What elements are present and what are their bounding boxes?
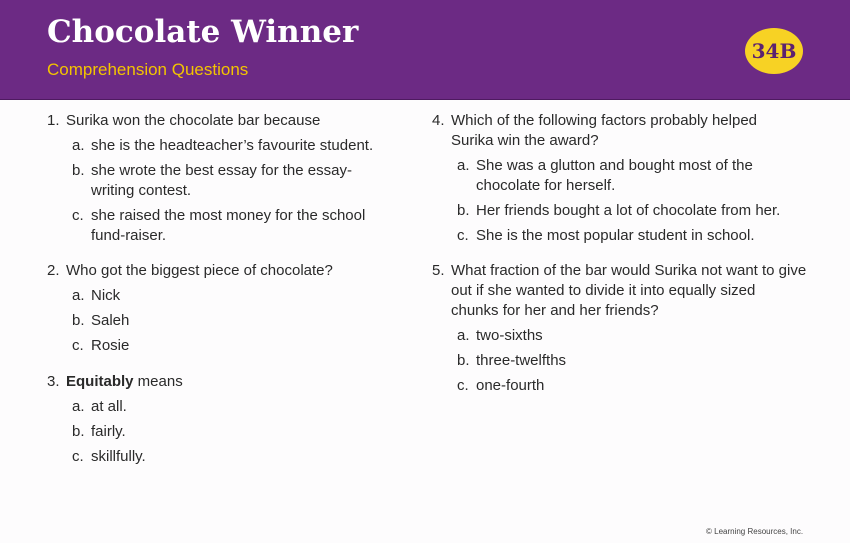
option-letter: b. — [72, 312, 85, 329]
copyright-notice: © Learning Resources, Inc. — [706, 527, 804, 536]
right-column — [432, 111, 832, 396]
option-text: Saleh — [91, 312, 130, 329]
option-letter: c. — [457, 227, 469, 244]
option-letter: a. — [457, 327, 470, 344]
option-1c — [47, 206, 377, 246]
question-text: means — [133, 373, 183, 390]
option-text: she wrote the best essay for the essay-writing contest. — [91, 162, 352, 199]
header-band — [0, 0, 850, 100]
option-2c — [47, 336, 407, 356]
option-letter: b. — [457, 202, 470, 219]
option-text: skillfully. — [91, 448, 146, 465]
vocabulary-word: Equitably — [66, 373, 134, 390]
option-2b — [47, 311, 407, 331]
option-text: she is the headteacher’s favourite student. — [91, 137, 374, 154]
option-letter: a. — [457, 157, 470, 174]
option-5a — [432, 326, 832, 346]
option-letter: c. — [457, 377, 469, 394]
option-letter: c. — [72, 448, 84, 465]
question-text: What fraction of the bar would Surika not want to give out if she wanted to divide it into equally sized chunks for her and her friends? — [451, 262, 807, 319]
question-number: 4. — [432, 112, 445, 129]
page-subtitle: Comprehension Questions — [47, 60, 249, 79]
option-text: She was a glutton and bought most of the chocolate for herself. — [476, 157, 753, 194]
option-3b — [47, 422, 407, 442]
question-text: Surika won the chocolate bar because — [66, 112, 321, 129]
question-text: Which of the following factors probably helped Surika win the award? — [451, 112, 758, 149]
question-number: 2. — [47, 262, 60, 279]
question-number: 3. — [47, 373, 60, 390]
option-text: She is the most popular student in school. — [476, 227, 755, 244]
question-number: 1. — [47, 112, 60, 129]
option-4a — [432, 156, 777, 196]
question-4 — [432, 111, 782, 151]
option-letter: a. — [72, 137, 85, 154]
question-3 — [47, 372, 407, 392]
option-text: she raised the most money for the school fund-raiser. — [91, 207, 366, 244]
question-2 — [47, 261, 407, 281]
option-letter: a. — [72, 398, 85, 415]
option-1b — [47, 161, 377, 201]
option-text: one-fourth — [476, 377, 545, 394]
option-3a — [47, 397, 407, 417]
option-text: at all. — [91, 398, 127, 415]
option-text: fairly. — [91, 423, 126, 440]
option-3c — [47, 447, 407, 467]
option-4c — [432, 226, 832, 246]
option-letter: b. — [72, 423, 85, 440]
option-5b — [432, 351, 832, 371]
option-text: Her friends bought a lot of chocolate from her. — [476, 202, 781, 219]
option-letter: a. — [72, 287, 85, 304]
card-number-badge: 34B — [745, 28, 803, 74]
question-1 — [47, 111, 407, 131]
option-text: Rosie — [91, 337, 130, 354]
left-column — [47, 111, 407, 467]
option-letter: c. — [72, 207, 84, 224]
question-5 — [432, 261, 807, 321]
question-number: 5. — [432, 262, 445, 279]
option-text: two-sixths — [476, 327, 543, 344]
option-4b — [432, 201, 832, 221]
page-title: Chocolate Winner — [47, 14, 359, 50]
option-5c — [432, 376, 832, 396]
option-1a — [47, 136, 407, 156]
option-text: Nick — [91, 287, 121, 304]
option-text: three-twelfths — [476, 352, 567, 369]
option-letter: b. — [457, 352, 470, 369]
option-2a — [47, 286, 407, 306]
question-text: Who got the biggest piece of chocolate? — [66, 262, 333, 279]
option-letter: c. — [72, 337, 84, 354]
option-letter: b. — [72, 162, 85, 179]
